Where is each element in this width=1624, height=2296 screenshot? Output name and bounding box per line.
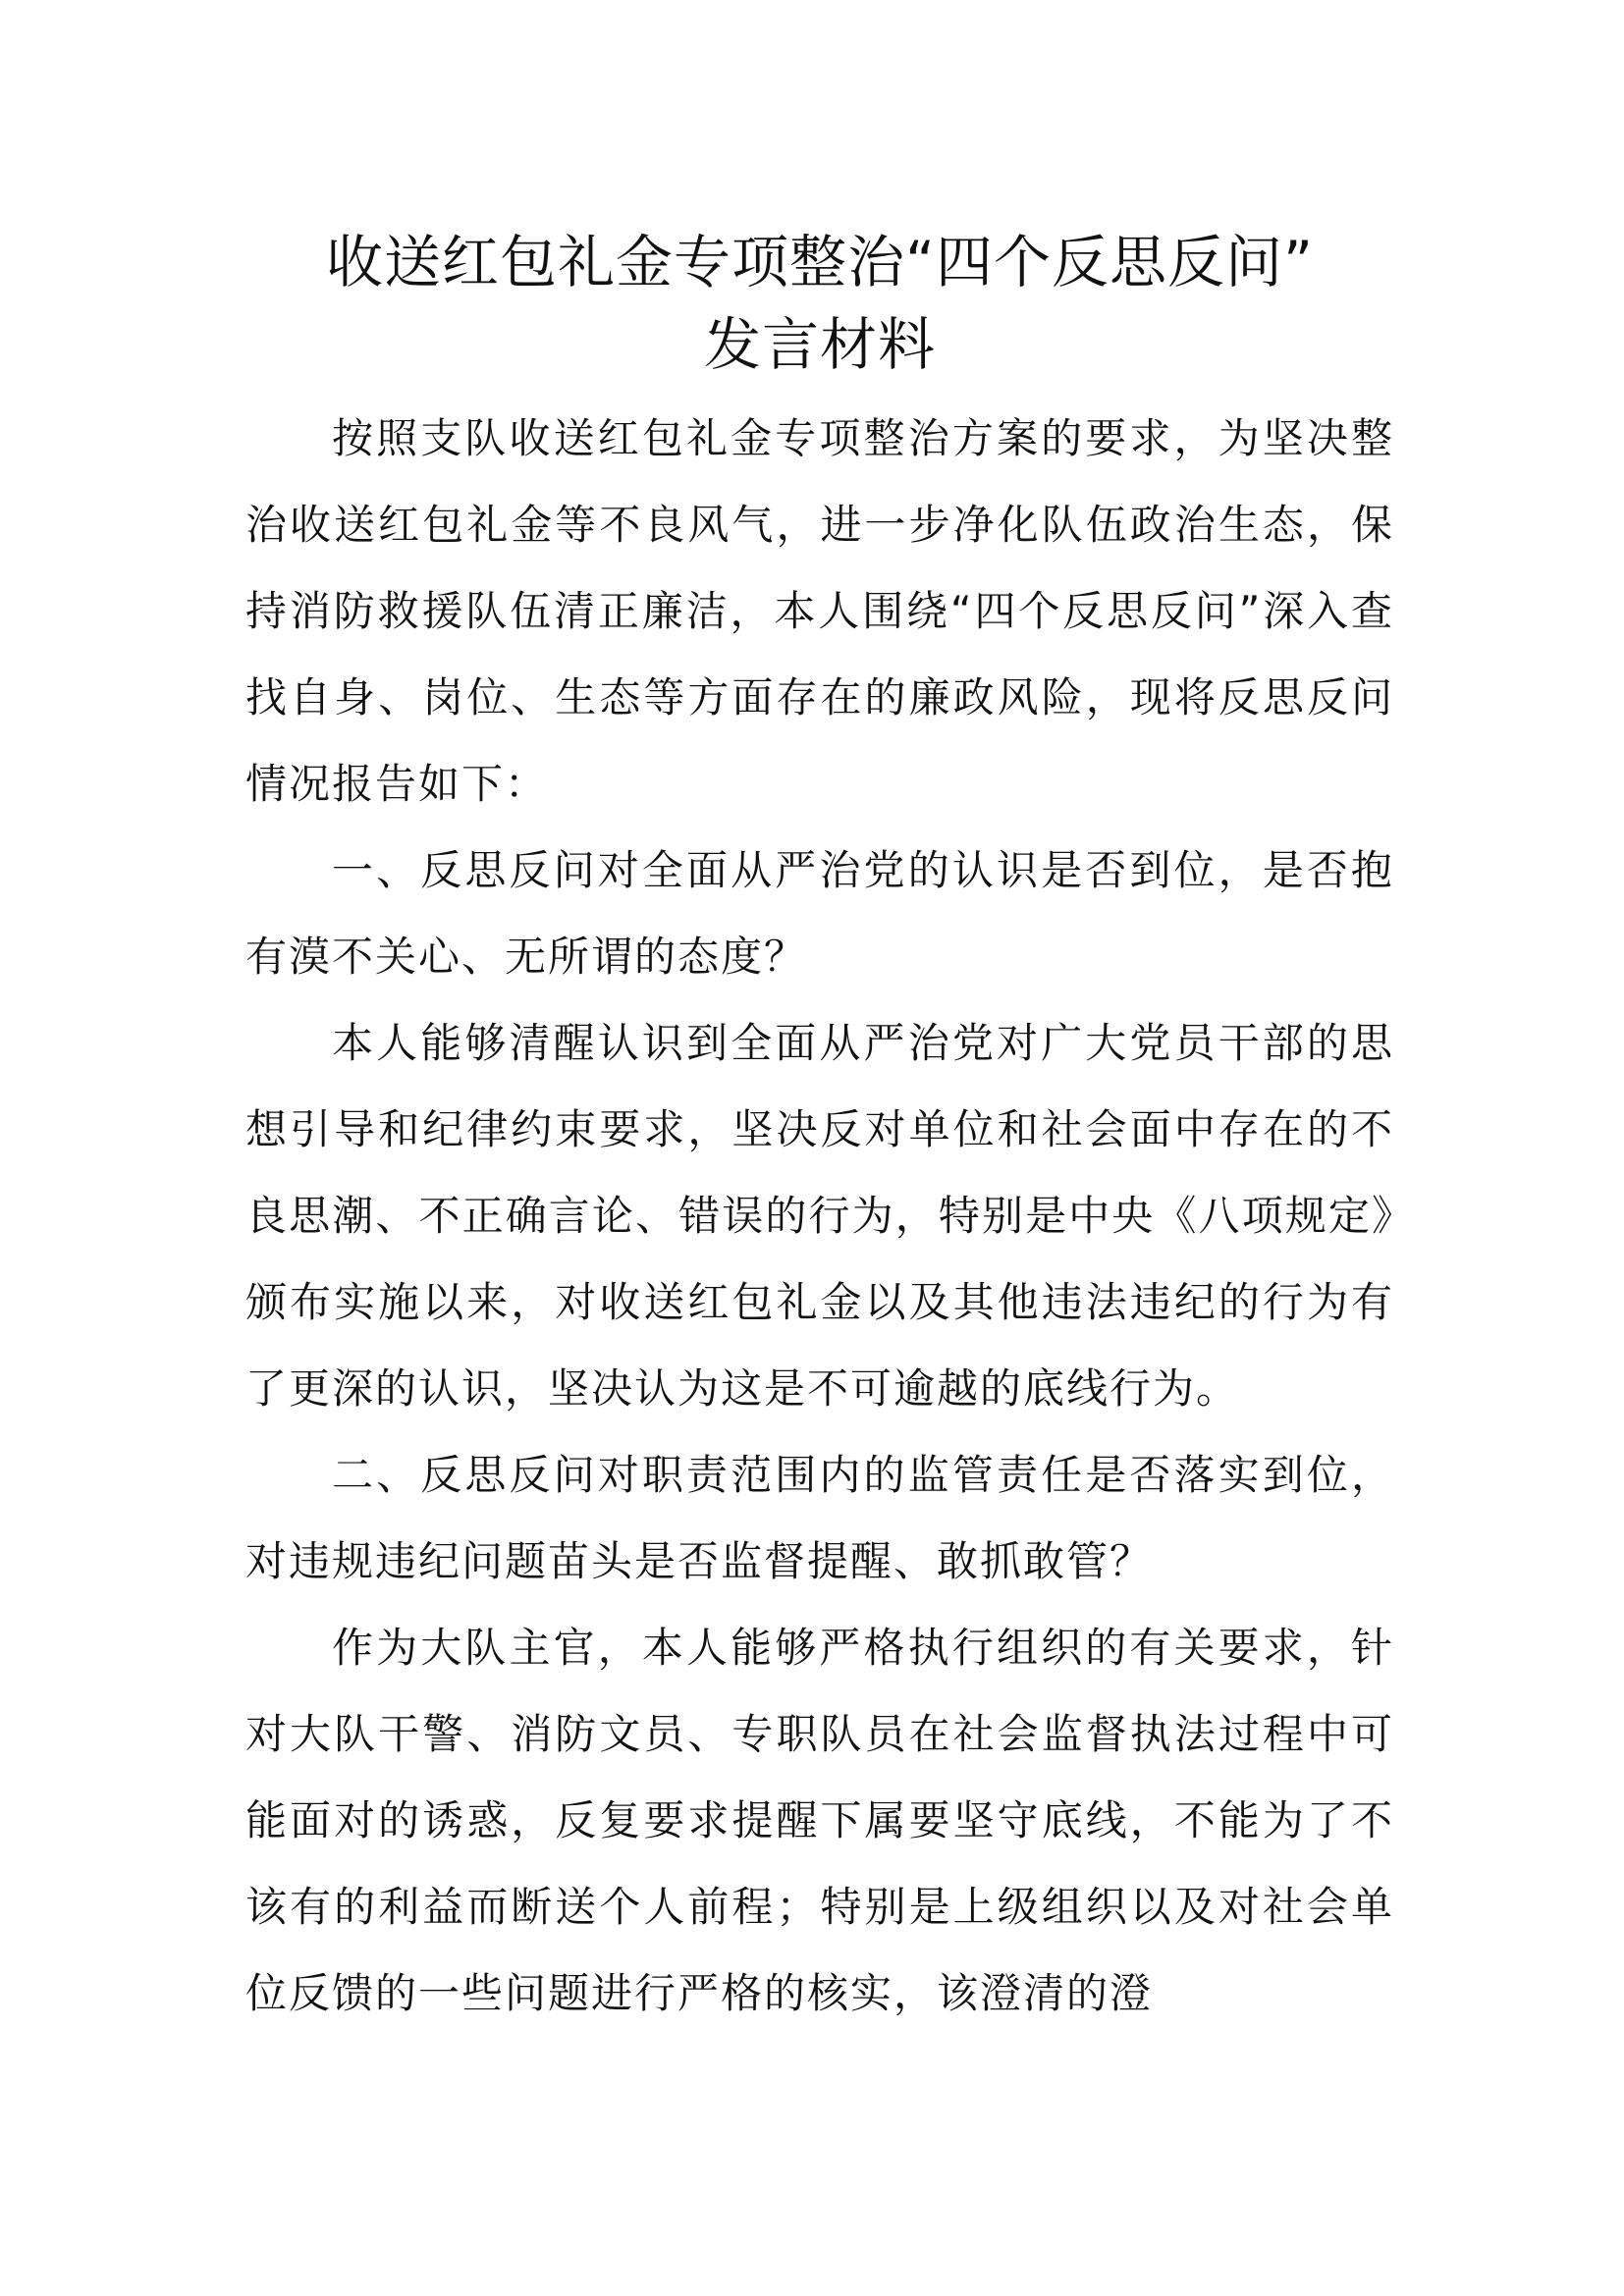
section-body-1: 本人能够清醒认识到全面从严治党对广大党员干部的思想引导和纪律约束要求，坚决反对单位和社会面中存在的不良思潮、不正确言论、错误的行为，特别是中央《八项规定》颁布实施以来，对收送红包礼金以及其他违法违纪的行为有了更深的认识，坚决认为这是不可逾越的底线行为。 [245,1019,1394,1413]
section-body-2: 作为大队主官，本人能够严格执行组织的有关要求，针对大队干警、消防文员、专职队员在社会监督执法过程中可能面对的诱惑，反复要求提醒下属要坚守底线，不能为了不该有的利益而断送个人前程；特别是上级组织以及对社会单位反馈的一些问题进行严格的核实，该澄清的澄 [245,1624,1394,2017]
document-page [245,221,1394,2037]
intro-paragraph: 按照支队收送红包礼金专项整治方案的要求，为坚决整治收送红包礼金等不良风气，进一步净化队伍政治生态，保持消防救援队伍清正廉洁，本人围绕“四个反思反问”深入查找自身、岗位、生态等方面存在的廉政风险，现将反思反问情况报告如下： [245,414,1394,808]
title-line-2: 发言材料 [703,311,936,378]
document-body [245,396,1394,2037]
section-heading-1: 一、反思反问对全面从严治党的认识是否到位，是否抱有漠不关心、无所谓的态度？ [245,846,1394,981]
document-title [245,221,1394,386]
title-line-1: 收送红包礼金专项整治“四个反思反问” [325,229,1315,295]
section-heading-2: 二、反思反问对职责范围内的监管责任是否落实到位，对违规违纪问题苗头是否监督提醒、敢抓敢管？ [245,1451,1394,1585]
